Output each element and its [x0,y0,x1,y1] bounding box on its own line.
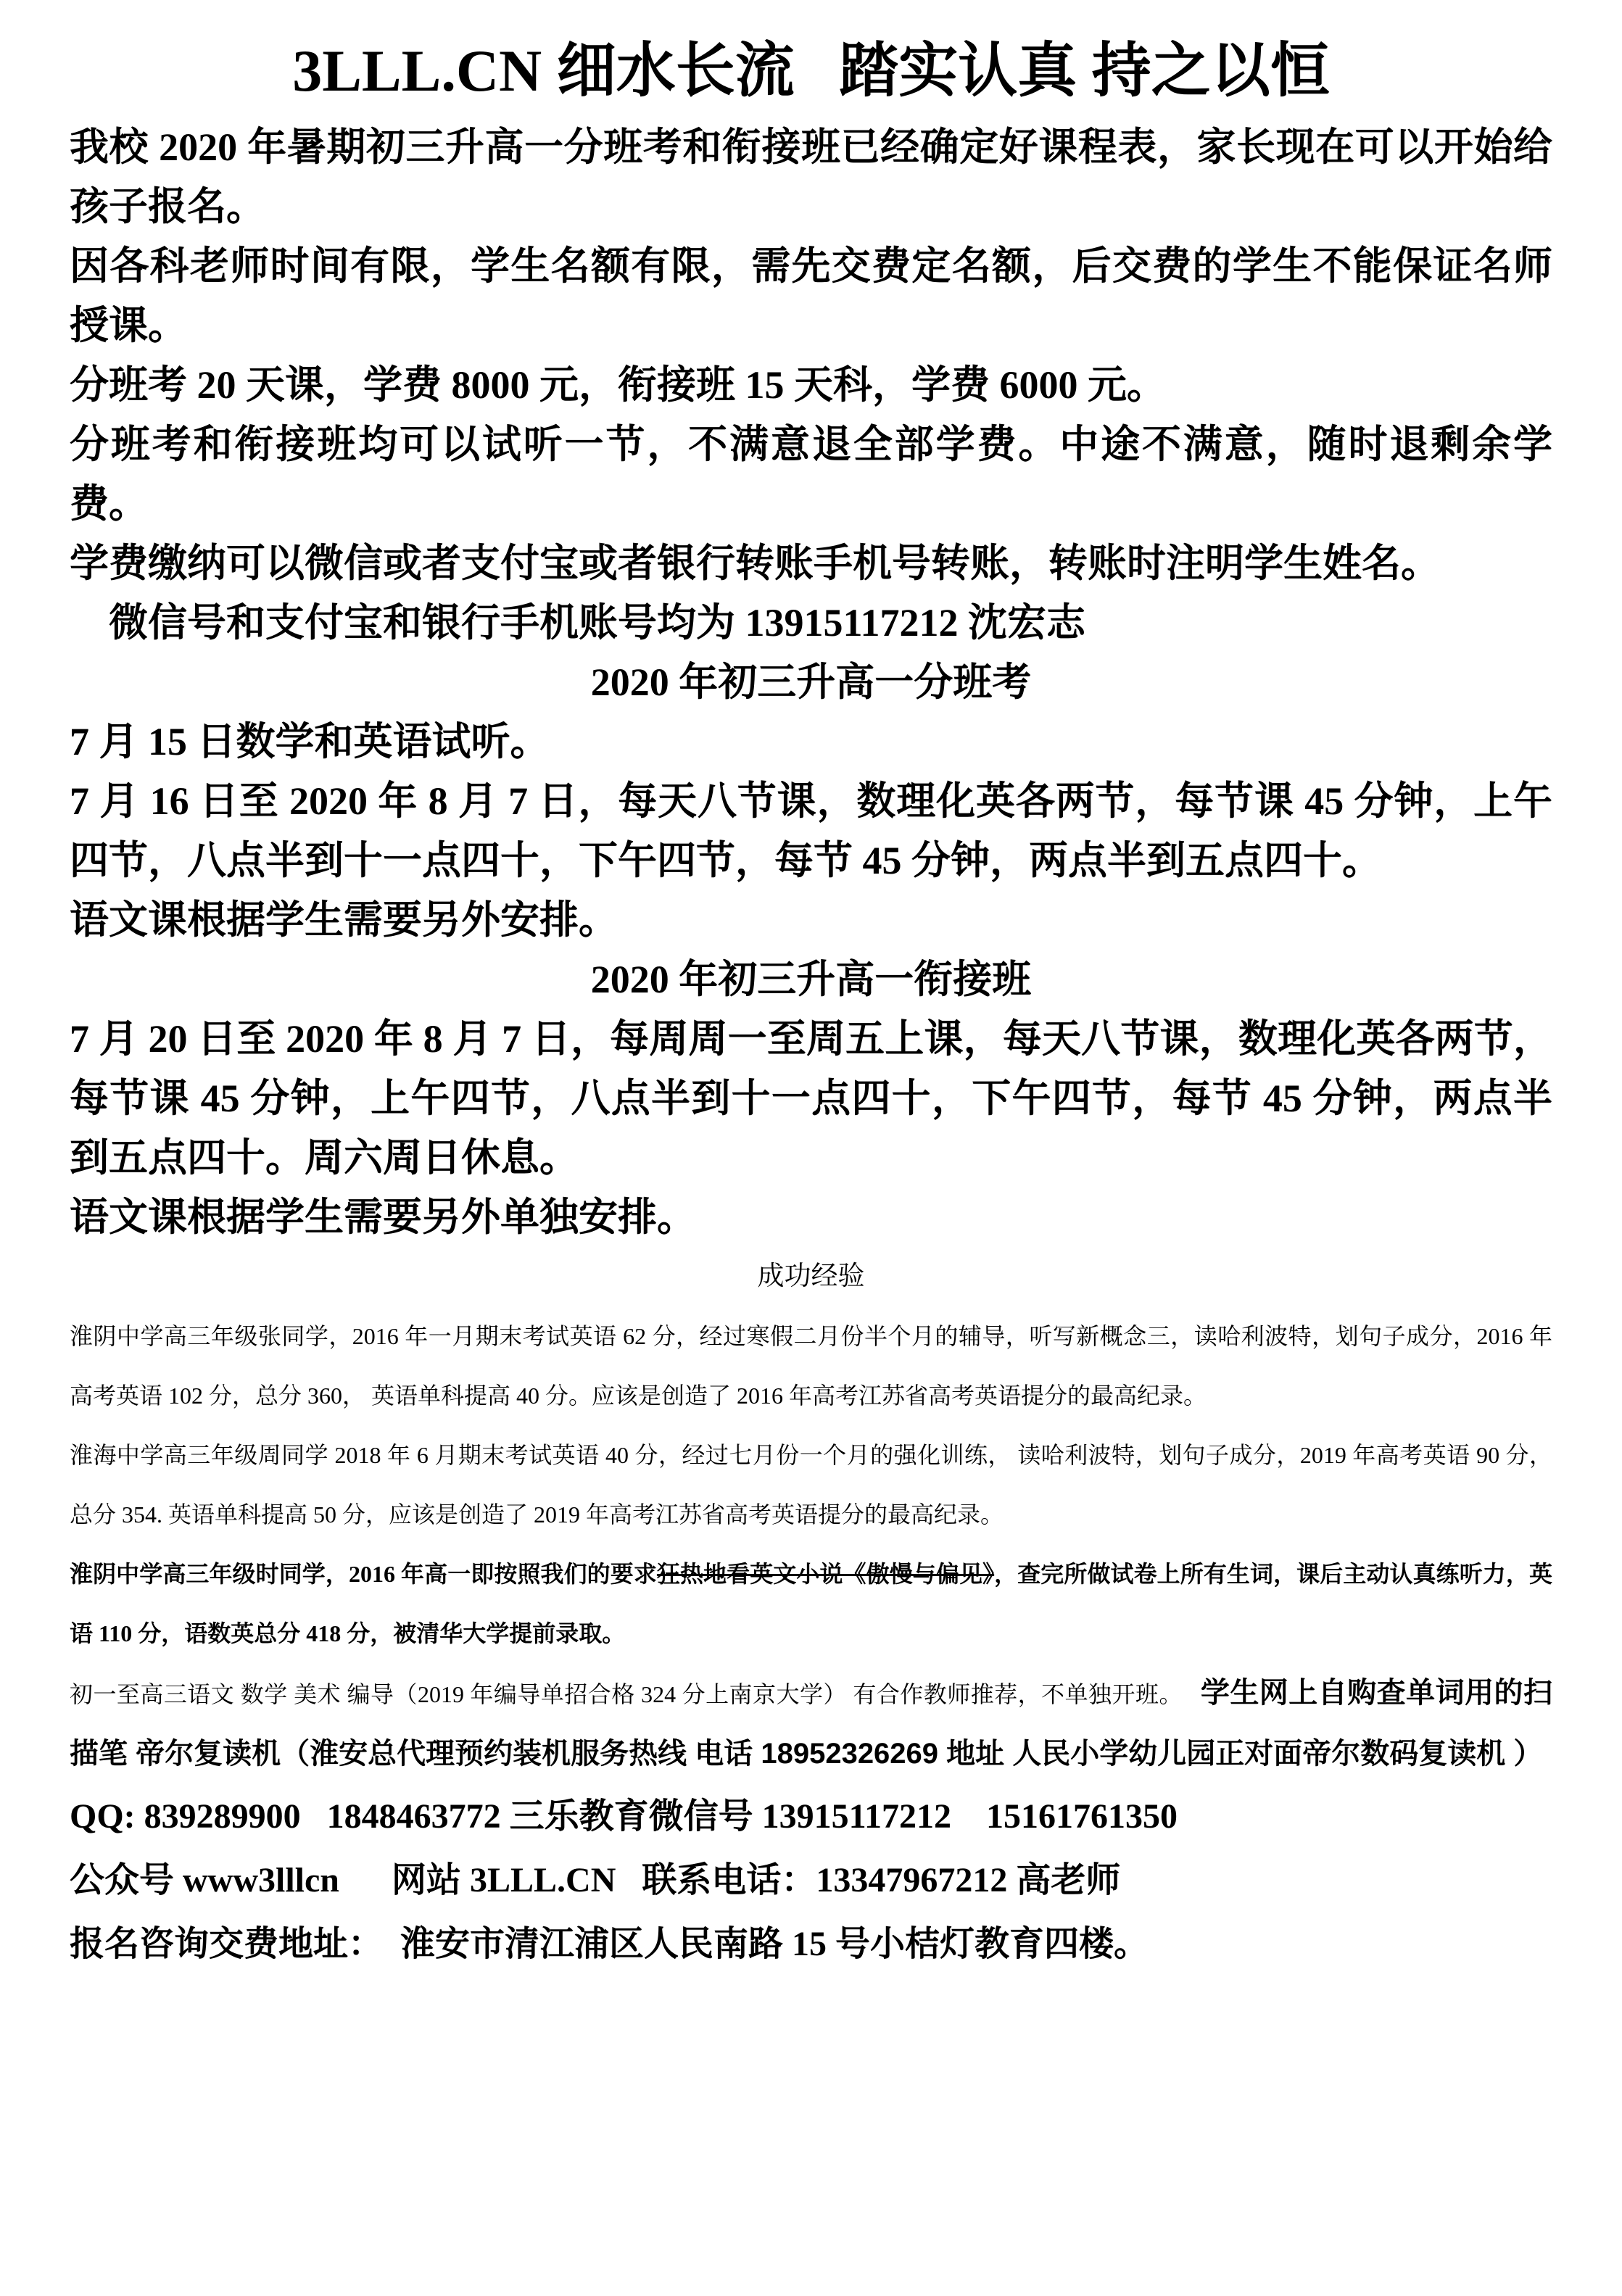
placement-exam-paragraph-1: 7 月 15 日数学和英语试听。 [70,720,550,763]
placement-exam-heading: 2020 年初三升高一分班考 [590,660,1032,704]
contact-wechat-website-line: 公众号 www3lllcn 网站 3LLL.CN 联系电话：13347967212 高老师 [70,1861,1121,1899]
bridge-class-heading: 2020 年初三升高一衔接班 [590,958,1032,1001]
bridge-class-paragraph-1: 7 月 20 日至 2020 年 8 月 7 日，每周周一至周五上课，每天八节课，数理化英各两节，每节课 45 分钟，上午四节，八点半到十一点四十，下午四节，每节 45 分钟，两点半到五点四十。周六周日休息。 [70,1017,1552,1180]
intro-paragraph-1: 我校 2020 年暑期初三升高一分班考和衔接班已经确定好课程表，家长现在可以开始给孩子报名。 [70,125,1552,228]
success-story-1: 淮阴中学高三年级张同学，2016 年一月期末考试英语 62 分，经过寒假二月份半个月的辅导，听写新概念三，读哈利波特，划句子成分，2016 年高考英语 102 分，总分 360， 英语单科提高 40 分。应该是创造了 2016 年高考江苏省高考英语提分的最高纪录。 [70,1323,1552,1409]
success-story-3 [70,1544,1552,1663]
placement-exam-paragraph-3: 语文课根据学生需要另外安排。 [70,898,618,942]
bridge-class-paragraph-2: 语文课根据学生需要另外单独安排。 [70,1195,696,1239]
page-title: 3LLL.CN 细水长流 踏实认真 持之以恒 [292,38,1330,104]
offerings-paragraph [70,1663,1552,1785]
contact-address-line: 报名咨询交费地址： 淮安市清江浦区人民南路 15 号小桔灯教育四楼。 [70,1925,1149,1963]
offerings-subjects: 初一至高三语文 数学 美术 编导（2019 年编导单招合格 324 分上南京大学） 有合作教师推荐，不单独开班。 [70,1681,1201,1707]
success-story-3-strikethrough: 狂热地看英文小说《傲慢与偏见》 [656,1561,995,1587]
success-story-2: 淮海中学高三年级周同学 2018 年 6 月期末考试英语 40 分，经过七月份一个月的强化训练， 读哈利波特，划句子成分，2019 年高考英语 90 分， 总分 354. 英语单科提高 50 分，应该是创造了 2019 年高考江苏省高考英语提分的最高纪录。 [70,1442,1552,1528]
success-story-3-lead: 淮阴中学高三年级时同学，2016 年高一即按照我们的要求 [70,1561,657,1587]
success-heading: 成功经验 [757,1261,865,1291]
intro-paragraph-2: 因各科老师时间有限，学生名额有限，需先交费定名额，后交费的学生不能保证名师授课。 [70,244,1552,347]
offerings-scanner-pen-note: 学生网上自购查单词用的扫描笔 帝尔复读机（淮安总代理预约装机服务热线 电话 18952326269 地址 人民小学幼儿园正对面帝尔数码复读机 ） [70,1677,1553,1770]
intro-paragraph-3: 分班考 20 天课，学费 8000 元，衔接班 15 天科，学费 6000 元。 [70,363,1166,407]
intro-paragraph-payment-account: 微信号和支付宝和银行手机账号均为 13915117212 沈宏志 [109,601,1086,645]
placement-exam-paragraph-2: 7 月 16 日至 2020 年 8 月 7 日，每天八节课，数理化英各两节，每节课 45 分钟，上午四节，八点半到十一点四十，下午四节，每节 45 分钟，两点半到五点四十。 [70,779,1552,882]
intro-paragraph-4: 分班考和衔接班均可以试听一节，不满意退全部学费。中途不满意，随时退剩余学费。 [70,423,1552,526]
intro-paragraph-5: 学费缴纳可以微信或者支付宝或者银行转账手机号转账，转账时注明学生姓名。 [70,542,1440,585]
success-story-3-tail: ，查完所做试卷上所有生词，课后主动认真练听力，英语 110 分，语数英总分 418 分，被清华大学提前录取。 [70,1561,1552,1646]
contact-qq-line: QQ: 839289900 1848463772 三乐教育微信号 13915117212 15161761350 [70,1797,1178,1836]
